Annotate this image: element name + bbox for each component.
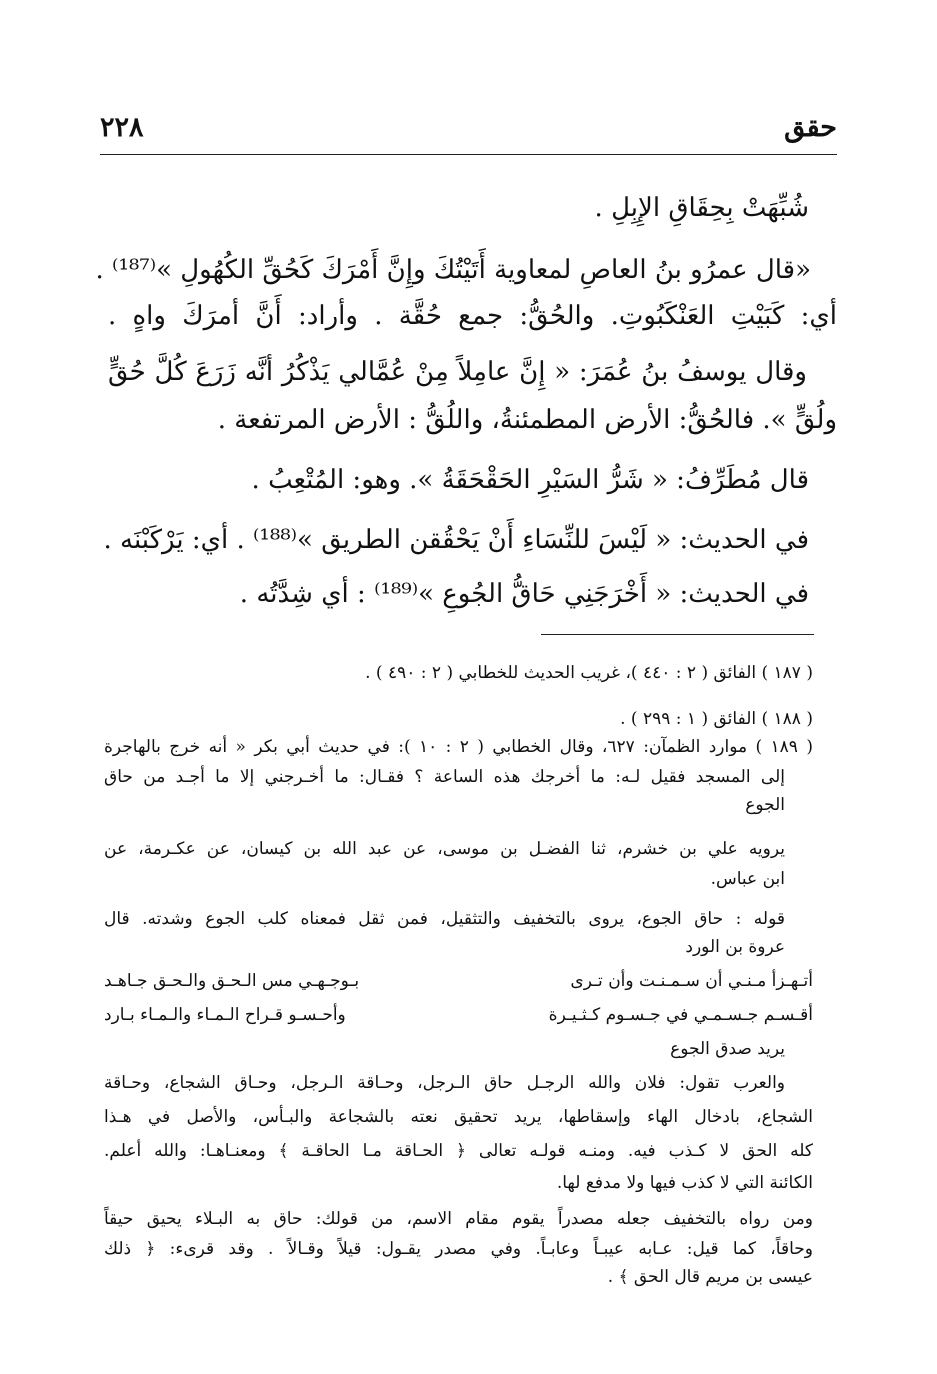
footnote-189-line: عيسى بن مريم قال الحق ﴾ .: [607, 1267, 813, 1287]
footnote-187: ( ١٨٧ ) الفائق ( ٢ : ٤٤٠ )، غريب الحديث للخطابي ( ٢ : ٤٩٠ ) .: [365, 663, 813, 683]
footnote-189-line: الجوع: [745, 795, 785, 815]
footnote-189-line: الكائنة التي لا كذب فيها ولا مدفع لها.: [556, 1173, 813, 1193]
main-line: وقال يوسفُ بنُ عُمَرَ: « إِنَّ عامِلاً مِنْ عُمَّالي يَذْكُرُ أنَّه زَرَعَ كُلَّ حُقٍّ: [108, 357, 807, 387]
footnote-189-line: وحاقاً، كما قيل: عـابه عيبـاً وعابـاً. وفي مصدر يقـول: قيلاً وقـالاً . وقد قرىء: ﴿ ذلك: [104, 1239, 813, 1259]
verse-2-second-hemistich: وأحـسـو قـراح الـمـاء والـمـاء بـارد: [104, 1005, 346, 1025]
main-line: «قال عمرُو بنُ العاصِ لمعاوية أَتَيْتُكَ وإِنَّ أَمْرَكَ كَحُقِّ الكُهُولِ »⁽¹⁸⁷⁾ .: [95, 255, 811, 285]
main-line: أي: كَبَيْتِ العَنْكَبُوتِ. والحُقُّ: جمع حُقَّة . وأراد: أَنَّ أمرَكَ واهٍ .: [108, 301, 837, 331]
page-number: ٢٢٨: [100, 112, 144, 143]
footnote-188: ( ١٨٨ ) الفائق ( ١ : ٢٩٩ ) .: [620, 709, 813, 729]
header-rule: [100, 154, 837, 155]
running-header: [100, 112, 837, 152]
footnote-189-line: ابن عباس.: [710, 869, 785, 889]
footnote-189-line: يريد صدق الجوع: [670, 1039, 785, 1059]
footnote-189-line: قوله : حاق الجوع، يروى بالتخفيف والتثقيل، فمن ثقل فمعناه كلب الجوع وشدته. قال: [104, 909, 785, 929]
header-root-word: حقق: [784, 112, 837, 143]
footnote-rule: [541, 634, 814, 635]
footnote-189-line: والعرب تقول: فلان والله الرجـل حاق الـرجل، وحـاقة الـرجل، وحـاق الشجاع، وحـاقة: [104, 1073, 785, 1093]
main-line: في الحديث: « أَخْرَجَنِي حَاقُّ الجُوعِ »⁽¹⁸⁹⁾ : أي شِدَّتُه .: [239, 579, 809, 609]
verse-1-second-hemistich: بـوجـهـي مس الـحـق والـحـق جـاهـد: [104, 971, 360, 991]
footnote-189-line: كله الحق لا كـذب فيه. ومنـه قولـه تعالى ﴿ الحـاقة مـا الحاقـة ﴾ ومعنـاهـا: والله أعلم.: [104, 1141, 813, 1161]
main-line: قال مُطَرِّفُ: « شَرُّ السَيْرِ الحَقْحَقَةُ ». وهو: المُتْعِبُ .: [251, 465, 809, 495]
footnote-189-line: الشجاع، بادخال الهاء وإسقاطها، يريد تحقيق نعته بالشجاعة والبـأس، والأصل في هـذا: [104, 1107, 813, 1127]
footnote-189-line: عروة بن الورد: [685, 937, 785, 957]
verse-2-first-hemistich: أقـسـم جـسـمـي في جـسـوم كـثـيـرة: [548, 1005, 813, 1025]
footnote-189-line: ومن رواه بالتخفيف جعله مصدراً يقوم مقام الاسم، من قولك: حاق به البـلاء يحيق حيقاً: [104, 1209, 813, 1229]
main-line: ولُقٍّ ». فالحُقُّ: الأرض المطمئنةُ، واللُقُّ : الأرض المرتفعة .: [217, 405, 837, 435]
footnote-189-line: ( ١٨٩ ) موارد الظمآن: ٦٢٧، وقال الخطابي ( ٢ : ١٠ ): في حديث أبي بكر « أنه خرج بالهاجرة: [104, 737, 813, 757]
footnote-189-line: يرويه علي بن خشرم، ثنا الفضـل بن موسى، عن عبد الله بن كيسان، عن عكـرمة، عن: [104, 839, 785, 859]
main-line: شُبِّهَتْ بِحِقَاقِ الإِبِلِ .: [594, 193, 809, 223]
verse-1-first-hemistich: أتـهـزأ مـنـي أن سـمـنـت وأن تـرى: [570, 971, 813, 991]
footnote-189-line: إلى المسجد فقيل لـه: ما أخرجك هذه الساعة ؟ فقـال: ما أخـرجني إلا ما أجـد من حاق: [104, 767, 785, 787]
main-line: في الحديث: « لَيْسَ للنِّسَاءِ أَنْ يَحْقُقن الطريق »⁽¹⁸⁸⁾ . أي: يَرْكَبْنَه .: [103, 525, 809, 555]
